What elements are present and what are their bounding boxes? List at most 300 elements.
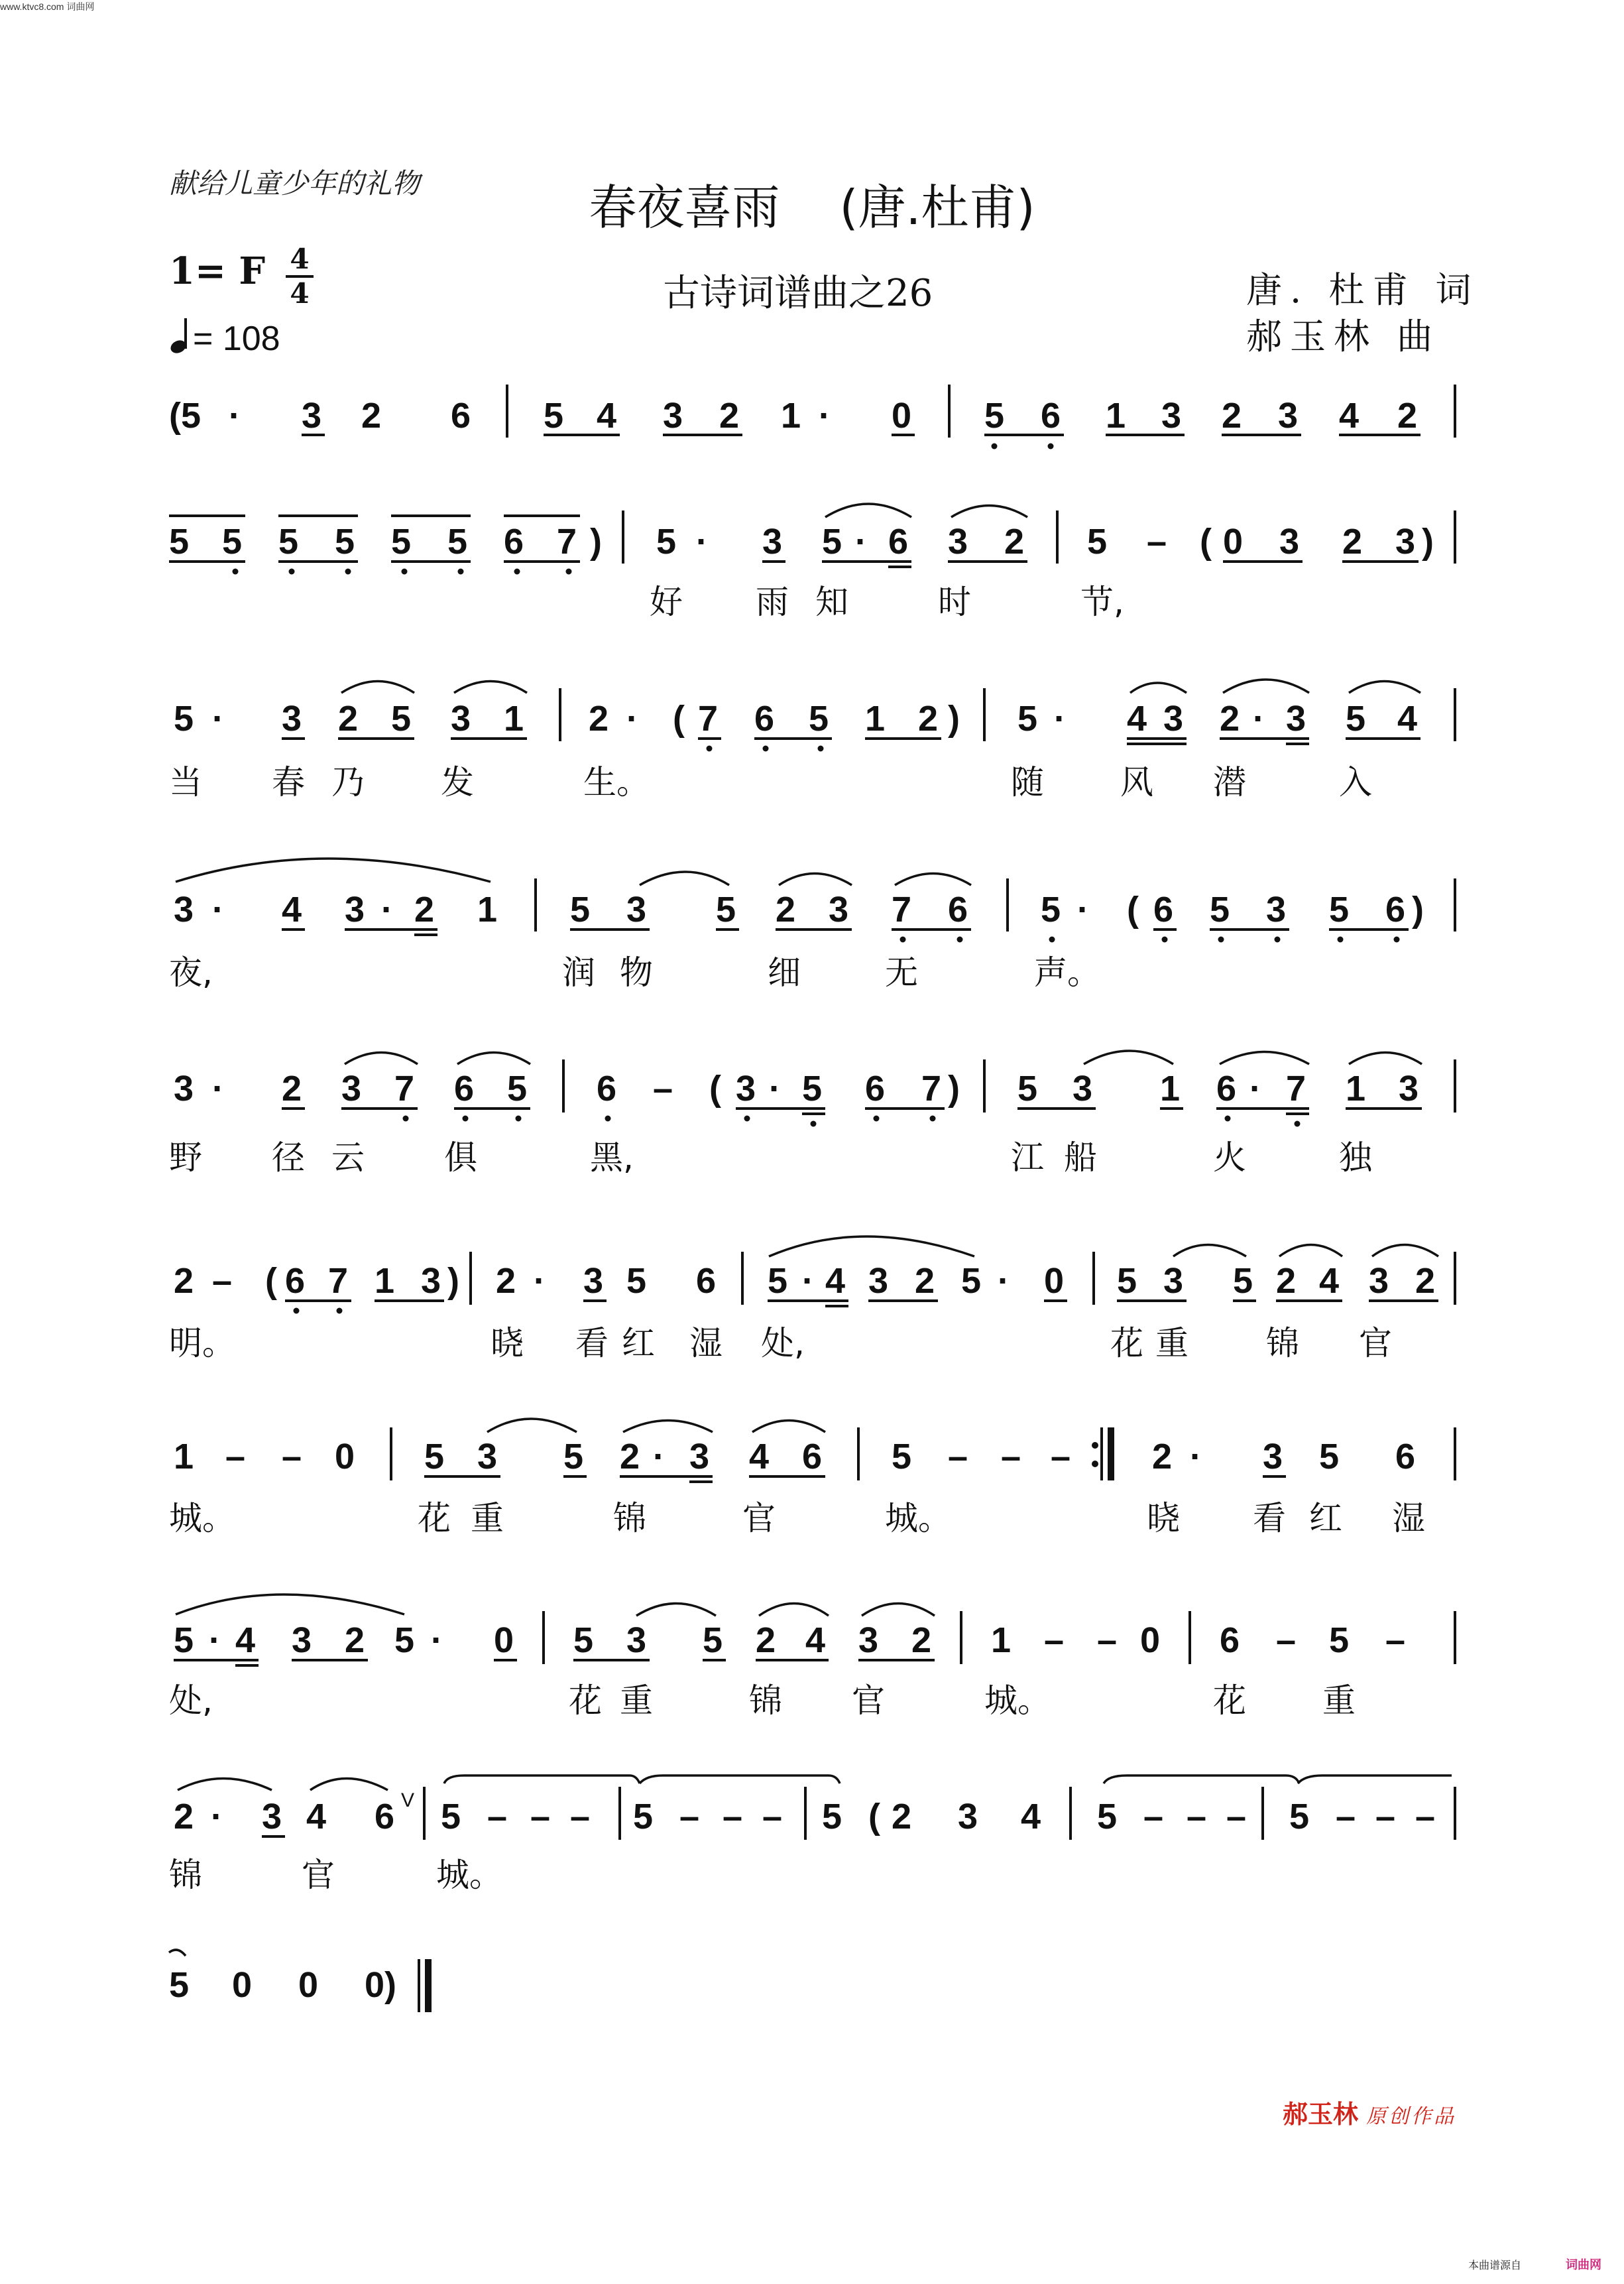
svg-text:2: 2 — [1220, 699, 1240, 739]
svg-text:2: 2 — [174, 1797, 194, 1836]
svg-text:5: 5 — [984, 396, 1005, 436]
svg-text:4: 4 — [825, 1261, 846, 1301]
svg-text:2: 2 — [282, 1069, 302, 1109]
svg-text:3: 3 — [762, 522, 783, 562]
svg-text:0): 0) — [365, 1965, 397, 2005]
svg-text:锦: 锦 — [749, 1681, 782, 1720]
svg-text:5: 5 — [716, 890, 736, 930]
svg-text:湿: 湿 — [1392, 1499, 1425, 1537]
svg-text:5: 5 — [809, 699, 829, 739]
original-work-label: 原创作品 — [1366, 2105, 1457, 2128]
svg-text:·: · — [855, 522, 867, 562]
svg-text:–: – — [1226, 1797, 1247, 1836]
svg-text:·: · — [212, 890, 224, 930]
svg-text:入: 入 — [1339, 763, 1372, 802]
time-sig-top: 4 — [290, 243, 310, 275]
svg-text:1: 1 — [1106, 396, 1126, 436]
svg-text:3: 3 — [341, 1069, 362, 1109]
footer-source-text: 本曲谱源自 — [1468, 2259, 1522, 2271]
svg-text:6: 6 — [1385, 890, 1406, 930]
score-row-6 — [169, 1236, 1455, 1362]
svg-text:7: 7 — [557, 522, 577, 562]
svg-text:4: 4 — [235, 1620, 256, 1660]
svg-text:5: 5 — [278, 522, 299, 562]
svg-text:俱: 俱 — [444, 1138, 477, 1177]
svg-text:2: 2 — [1342, 522, 1363, 562]
original-work-mark — [1283, 2094, 1456, 2130]
composer-credit: 郝玉林 曲 — [1246, 316, 1441, 357]
svg-text:6: 6 — [1153, 890, 1174, 930]
svg-text:–: – — [1097, 1620, 1118, 1660]
svg-text:5: 5 — [892, 1437, 912, 1476]
svg-text:6: 6 — [1220, 1620, 1240, 1660]
svg-text:–: – — [762, 1797, 783, 1836]
svg-text:5: 5 — [169, 1965, 190, 2005]
svg-text:6: 6 — [454, 1069, 475, 1109]
svg-text:5: 5 — [656, 522, 677, 562]
svg-text:): ) — [948, 1069, 960, 1109]
svg-text:晓: 晓 — [491, 1324, 524, 1362]
svg-text:·: · — [229, 396, 241, 436]
svg-text:–: – — [1001, 1437, 1021, 1476]
svg-text:–: – — [723, 1797, 743, 1836]
svg-text:3: 3 — [1163, 1261, 1184, 1301]
svg-text:当: 当 — [169, 763, 202, 802]
svg-text:): ) — [1412, 890, 1424, 930]
svg-text:2: 2 — [719, 396, 740, 436]
svg-text:3: 3 — [1266, 890, 1287, 930]
svg-text:–: – — [570, 1797, 591, 1836]
svg-text:5: 5 — [1097, 1797, 1118, 1836]
svg-text:3: 3 — [1369, 1261, 1389, 1301]
svg-text:–: – — [1336, 1797, 1356, 1836]
svg-text:3: 3 — [421, 1261, 441, 1301]
svg-text:5: 5 — [391, 522, 412, 562]
svg-text:3: 3 — [282, 699, 302, 739]
svg-text:6: 6 — [802, 1437, 823, 1476]
svg-text:4: 4 — [1397, 699, 1418, 739]
svg-text:–: – — [1143, 1797, 1164, 1836]
svg-text:6: 6 — [451, 396, 471, 436]
svg-text:5: 5 — [822, 522, 842, 562]
svg-text:城。: 城。 — [169, 1499, 235, 1537]
score-row-8 — [169, 1594, 1455, 1720]
svg-text:1: 1 — [477, 890, 498, 930]
svg-text:乃: 乃 — [331, 763, 365, 802]
svg-text:5: 5 — [1319, 1437, 1340, 1476]
svg-text:6: 6 — [1041, 396, 1061, 436]
svg-text:江: 江 — [1011, 1138, 1044, 1177]
svg-text:·: · — [1249, 1069, 1261, 1109]
key-label: 1= F — [169, 249, 266, 293]
dedication-text: 献给儿童少年的礼物 — [169, 167, 420, 200]
svg-text:3: 3 — [1278, 396, 1299, 436]
svg-text:7: 7 — [394, 1069, 415, 1109]
svg-text:6: 6 — [1216, 1069, 1237, 1109]
svg-text:): ) — [1422, 522, 1434, 562]
svg-text:6: 6 — [285, 1261, 306, 1301]
svg-text:–: – — [1276, 1620, 1297, 1660]
svg-text:2: 2 — [620, 1437, 640, 1476]
svg-text:6: 6 — [504, 522, 524, 562]
svg-text:1: 1 — [1160, 1069, 1181, 1109]
svg-text:花: 花 — [569, 1681, 602, 1720]
svg-text:·: · — [1054, 699, 1066, 739]
score-row-4 — [169, 859, 1455, 992]
svg-text:–: – — [530, 1797, 551, 1836]
svg-text:3: 3 — [948, 522, 968, 562]
svg-text:–: – — [212, 1261, 233, 1301]
svg-text:5: 5 — [447, 522, 468, 562]
score-row-2 — [169, 504, 1455, 621]
svg-text:2: 2 — [1222, 396, 1242, 436]
svg-text:(: ( — [673, 699, 685, 739]
svg-text:7: 7 — [921, 1069, 942, 1109]
svg-text:2: 2 — [756, 1620, 776, 1660]
svg-text:锦: 锦 — [1266, 1324, 1299, 1362]
svg-text:处,: 处, — [169, 1681, 213, 1720]
svg-text:3: 3 — [1161, 396, 1182, 436]
svg-text:红: 红 — [1309, 1499, 1342, 1537]
svg-text:3: 3 — [1163, 699, 1184, 739]
svg-text:3: 3 — [262, 1797, 282, 1836]
svg-text:5: 5 — [1329, 890, 1350, 930]
svg-text:7: 7 — [892, 890, 912, 930]
svg-text:无: 无 — [885, 953, 918, 992]
svg-text:3: 3 — [958, 1797, 978, 1836]
svg-text:火: 火 — [1213, 1138, 1246, 1177]
title-paren: (唐.杜甫) — [839, 180, 1035, 235]
svg-text:·: · — [819, 396, 831, 436]
svg-text:0: 0 — [1140, 1620, 1161, 1660]
svg-text:2: 2 — [915, 1261, 935, 1301]
svg-text:(: ( — [1127, 890, 1139, 930]
svg-text:): ) — [447, 1261, 459, 1301]
score-row-3 — [169, 680, 1455, 802]
svg-text:0: 0 — [892, 396, 912, 436]
svg-text:花: 花 — [1213, 1681, 1246, 1720]
svg-text:5: 5 — [570, 890, 591, 930]
svg-text:3: 3 — [1395, 522, 1416, 562]
svg-text:5: 5 — [1087, 522, 1108, 562]
svg-text:): ) — [948, 699, 960, 739]
svg-text:2: 2 — [911, 1620, 932, 1660]
svg-text:7: 7 — [1286, 1069, 1306, 1109]
svg-text:春: 春 — [272, 763, 305, 802]
time-sig-bottom: 4 — [290, 277, 310, 310]
svg-text:·: · — [534, 1261, 546, 1301]
svg-text:雨: 雨 — [756, 583, 789, 621]
svg-text:1: 1 — [174, 1437, 194, 1476]
svg-text:–: – — [1385, 1620, 1406, 1660]
svg-text:5: 5 — [222, 522, 243, 562]
svg-text:–: – — [487, 1797, 508, 1836]
svg-text:1: 1 — [375, 1261, 395, 1301]
svg-text:·: · — [1077, 890, 1089, 930]
svg-text:看: 看 — [575, 1324, 609, 1362]
svg-text:5: 5 — [507, 1069, 528, 1109]
svg-text:4: 4 — [597, 396, 617, 436]
score-row-9 — [169, 1775, 1455, 1894]
svg-text:5: 5 — [633, 1797, 654, 1836]
svg-text:–: – — [225, 1437, 246, 1476]
svg-text:5: 5 — [822, 1797, 842, 1836]
svg-text:3: 3 — [868, 1261, 889, 1301]
svg-text:船: 船 — [1064, 1138, 1097, 1177]
svg-text:3: 3 — [663, 396, 683, 436]
site-header-text: www.ktvc8.com 词曲网 — [0, 1, 95, 12]
svg-text:1: 1 — [781, 396, 801, 436]
svg-text:5: 5 — [961, 1261, 982, 1301]
svg-text:5: 5 — [424, 1437, 445, 1476]
svg-text:–: – — [1415, 1797, 1436, 1836]
svg-text:5: 5 — [768, 1261, 788, 1301]
svg-text:5: 5 — [441, 1797, 461, 1836]
svg-text:4: 4 — [306, 1797, 327, 1836]
svg-text:知: 知 — [815, 583, 848, 621]
svg-text:2: 2 — [1397, 396, 1418, 436]
svg-text:5: 5 — [174, 1620, 194, 1660]
svg-text:独: 独 — [1339, 1138, 1372, 1177]
svg-text:细: 细 — [768, 953, 801, 992]
svg-text:2: 2 — [918, 699, 939, 739]
svg-text:4: 4 — [749, 1437, 770, 1476]
svg-text:晓: 晓 — [1147, 1499, 1180, 1537]
svg-text:·: · — [696, 522, 708, 562]
svg-text:2: 2 — [776, 890, 796, 930]
svg-text:–: – — [679, 1797, 700, 1836]
svg-text:野: 野 — [169, 1138, 202, 1177]
svg-text:4: 4 — [1319, 1261, 1340, 1301]
svg-text:6: 6 — [865, 1069, 886, 1109]
svg-text:2: 2 — [1276, 1261, 1297, 1301]
svg-text:3: 3 — [302, 396, 322, 436]
svg-text:(5: (5 — [169, 396, 202, 436]
svg-text:锦: 锦 — [169, 1856, 202, 1894]
svg-text:2: 2 — [892, 1797, 912, 1836]
svg-text:6: 6 — [597, 1069, 617, 1109]
svg-text:黑,: 黑, — [590, 1138, 634, 1177]
lyricist-credit: 唐. 杜甫 词 — [1246, 269, 1479, 311]
svg-text:声。: 声。 — [1034, 953, 1100, 992]
svg-text:–: – — [282, 1437, 302, 1476]
svg-text:2: 2 — [345, 1620, 365, 1660]
svg-text:–: – — [1044, 1620, 1065, 1660]
svg-text:3: 3 — [1263, 1437, 1283, 1476]
svg-text:4: 4 — [282, 890, 302, 930]
svg-text:·: · — [802, 1261, 814, 1301]
svg-text:·: · — [212, 699, 224, 739]
svg-text:1: 1 — [991, 1620, 1012, 1660]
svg-text:2: 2 — [1415, 1261, 1436, 1301]
svg-text:6: 6 — [754, 699, 775, 739]
svg-text:明。: 明。 — [169, 1324, 235, 1362]
svg-text:1: 1 — [1346, 1069, 1366, 1109]
svg-text:5: 5 — [1041, 890, 1061, 930]
svg-text:3: 3 — [858, 1620, 879, 1660]
svg-text:城。: 城。 — [436, 1856, 502, 1894]
svg-text:官: 官 — [302, 1856, 335, 1894]
tempo-value: = 108 — [193, 320, 280, 358]
svg-text:3: 3 — [1399, 1069, 1419, 1109]
footer-site-link[interactable]: 词曲网 — [1566, 2258, 1601, 2272]
svg-text:红: 红 — [622, 1324, 655, 1362]
svg-text:3: 3 — [1279, 522, 1300, 562]
svg-text:夜,: 夜, — [169, 953, 213, 992]
svg-text:–: – — [948, 1437, 968, 1476]
svg-text:0: 0 — [335, 1437, 355, 1476]
svg-text:云: 云 — [331, 1138, 365, 1177]
svg-text:1: 1 — [865, 699, 886, 739]
svg-text:5: 5 — [394, 1620, 415, 1660]
svg-text:6: 6 — [948, 890, 968, 930]
svg-text:潜: 潜 — [1213, 763, 1246, 802]
title-main: 春夜喜雨 — [589, 180, 780, 235]
svg-text:径: 径 — [272, 1138, 305, 1177]
subtitle: 古诗词谱曲之26 — [663, 272, 933, 315]
svg-text:·: · — [209, 1620, 221, 1660]
svg-text:6: 6 — [375, 1797, 395, 1836]
svg-text:(: ( — [265, 1261, 277, 1301]
svg-text:·: · — [653, 1437, 665, 1476]
svg-text:·: · — [769, 1069, 781, 1109]
svg-text:5: 5 — [1329, 1620, 1350, 1660]
svg-text:5: 5 — [174, 699, 194, 739]
svg-text:5: 5 — [335, 522, 355, 562]
svg-text:5: 5 — [1346, 699, 1366, 739]
score-row-1 — [169, 385, 1455, 450]
svg-text:3: 3 — [451, 699, 471, 739]
svg-text:6: 6 — [888, 522, 909, 562]
svg-text:): ) — [590, 522, 602, 562]
svg-text:0: 0 — [232, 1965, 253, 2005]
svg-text:2: 2 — [1152, 1437, 1173, 1476]
svg-text:(: ( — [1200, 522, 1212, 562]
svg-text:物: 物 — [620, 953, 653, 992]
svg-text:5: 5 — [626, 1261, 647, 1301]
svg-text:官: 官 — [1359, 1324, 1392, 1362]
score-row-7 — [169, 1419, 1455, 1537]
svg-text:–: – — [1375, 1797, 1396, 1836]
svg-text:–: – — [1147, 522, 1167, 562]
svg-text:·: · — [381, 890, 393, 930]
svg-text:·: · — [1253, 699, 1265, 739]
svg-text:6: 6 — [1395, 1437, 1416, 1476]
svg-text:5: 5 — [573, 1620, 594, 1660]
svg-text:3: 3 — [174, 890, 194, 930]
svg-text:处,: 处, — [761, 1324, 805, 1362]
svg-text:3: 3 — [1073, 1069, 1093, 1109]
svg-text:7: 7 — [328, 1261, 349, 1301]
svg-text:官: 官 — [852, 1681, 885, 1720]
svg-text:3: 3 — [626, 1620, 647, 1660]
svg-text:3: 3 — [292, 1620, 312, 1660]
svg-text:0: 0 — [298, 1965, 319, 2005]
svg-text:0: 0 — [1223, 522, 1244, 562]
svg-text:花: 花 — [1110, 1324, 1143, 1362]
score-row-10 — [169, 1950, 428, 2012]
svg-text:城。: 城。 — [885, 1499, 951, 1537]
svg-text:3: 3 — [736, 1069, 756, 1109]
composer-name-mark: 郝玉林 — [1283, 2100, 1359, 2129]
svg-text:发: 发 — [441, 763, 474, 802]
svg-text:重: 重 — [1155, 1324, 1189, 1362]
svg-text:4: 4 — [1021, 1797, 1041, 1836]
svg-text:城。: 城。 — [984, 1681, 1051, 1720]
svg-text:润: 润 — [562, 953, 595, 992]
svg-text:1: 1 — [504, 699, 524, 739]
svg-text:·: · — [211, 1797, 223, 1836]
svg-text:3: 3 — [1286, 699, 1306, 739]
svg-text:0: 0 — [494, 1620, 514, 1660]
svg-text:2: 2 — [1004, 522, 1025, 562]
svg-text:随: 随 — [1011, 763, 1044, 802]
svg-text:3: 3 — [689, 1437, 710, 1476]
svg-text:生。: 生。 — [583, 763, 650, 802]
svg-text:官: 官 — [742, 1499, 776, 1537]
svg-text:4: 4 — [1339, 396, 1360, 436]
svg-text:重: 重 — [1322, 1681, 1356, 1720]
svg-text:5: 5 — [1117, 1261, 1137, 1301]
svg-text:·: · — [998, 1261, 1010, 1301]
svg-text:5: 5 — [391, 699, 412, 739]
svg-text:·: · — [212, 1069, 224, 1109]
svg-text:2: 2 — [414, 890, 435, 930]
svg-text:5: 5 — [563, 1437, 584, 1476]
svg-text:3: 3 — [345, 890, 365, 930]
svg-text:节,: 节, — [1080, 583, 1124, 621]
svg-text:5: 5 — [169, 522, 190, 562]
svg-text:7: 7 — [698, 699, 719, 739]
svg-text:–: – — [1187, 1797, 1207, 1836]
svg-text:6: 6 — [696, 1261, 717, 1301]
svg-text:·: · — [1190, 1437, 1202, 1476]
svg-text:–: – — [653, 1069, 673, 1109]
svg-text:风: 风 — [1120, 763, 1153, 802]
svg-text:5: 5 — [703, 1620, 723, 1660]
svg-text:3: 3 — [583, 1261, 604, 1301]
svg-text:5: 5 — [1017, 1069, 1038, 1109]
svg-text:2: 2 — [174, 1261, 194, 1301]
svg-text:3: 3 — [829, 890, 849, 930]
svg-text:5: 5 — [1210, 890, 1230, 930]
svg-text:好: 好 — [650, 583, 683, 621]
svg-text:·: · — [626, 699, 638, 739]
svg-text:时: 时 — [938, 583, 971, 621]
svg-text:2: 2 — [361, 396, 382, 436]
svg-text:V: V — [401, 1789, 415, 1811]
svg-text:2: 2 — [496, 1261, 516, 1301]
svg-text:5: 5 — [802, 1069, 823, 1109]
svg-text:·: · — [431, 1620, 443, 1660]
svg-text:3: 3 — [174, 1069, 194, 1109]
score-row-5 — [169, 1051, 1455, 1177]
svg-text:5: 5 — [544, 396, 564, 436]
svg-text:5: 5 — [1017, 699, 1038, 739]
svg-text:(: ( — [709, 1069, 721, 1109]
svg-text:看: 看 — [1253, 1499, 1286, 1537]
svg-text:4: 4 — [805, 1620, 826, 1660]
svg-text:5: 5 — [1233, 1261, 1253, 1301]
svg-text:重: 重 — [471, 1499, 504, 1537]
svg-text:0: 0 — [1044, 1261, 1065, 1301]
svg-text:锦: 锦 — [613, 1499, 646, 1537]
svg-text:5: 5 — [1289, 1797, 1310, 1836]
svg-text:湿: 湿 — [689, 1324, 723, 1362]
svg-text:2: 2 — [589, 699, 609, 739]
svg-text:3: 3 — [626, 890, 647, 930]
svg-text:重: 重 — [620, 1681, 653, 1720]
